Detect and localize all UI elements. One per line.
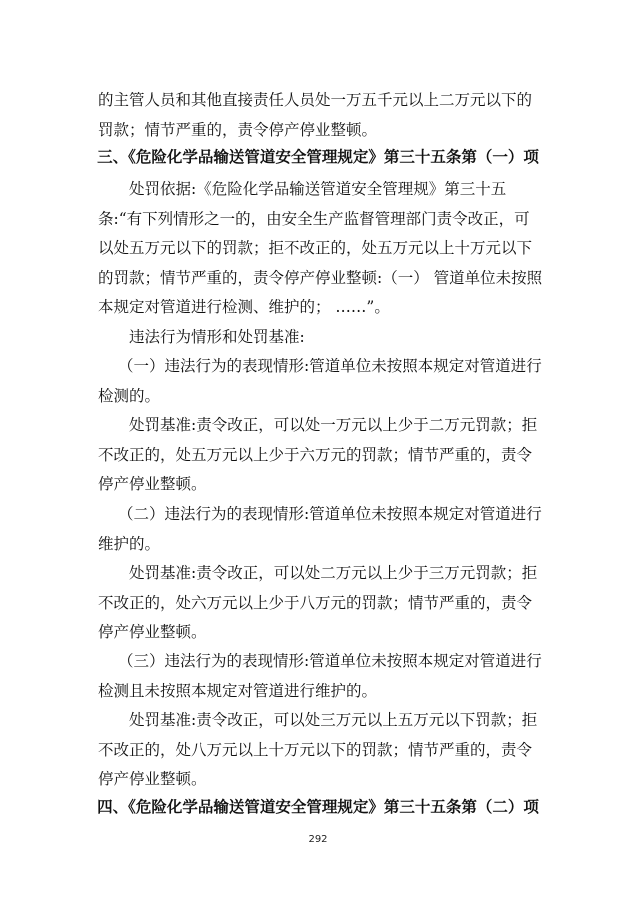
paragraph-standard-1: 处罚基准:责令改正，可以处一万元以上少于二万元罚款；拒不改正的，处五万元以上少于六万元的罚款；情节严重的，责令停产停业整顿。 bbox=[98, 416, 538, 493]
section-heading-3: 三、《危险化学品输送管道安全管理规定》第三十五条第（一）项 bbox=[97, 148, 539, 166]
paragraph-case-2: （二）违法行为的表现情形:管道单位未按照本规定对管道进行维护的。 bbox=[98, 505, 542, 553]
section-heading-4: 四、《危险化学品输送管道安全管理规定》第三十五条第（二）项 bbox=[97, 798, 539, 816]
paragraph-penalty-basis: 处罚依据:《危险化学品输送管道安全管理规》第三十五条:“有下列情形之一的，由安全生产监督管理部门责令改正，可以处五万元以下的罚款；拒不改正的，处五万元以上十万元以下的罚款；情节严重的，责令停产停业整顿:（一） 管道单位未按照本规定对管道进行检测、维护的； ……”。 bbox=[98, 180, 543, 316]
paragraph-violation-header: 违法行为情形和处罚基准: bbox=[129, 328, 305, 346]
paragraph-continuation: 的主管人员和其他直接责任人员处一万五千元以上二万元以下的罚款；情节严重的，责令停产停业整顿。 bbox=[98, 91, 533, 139]
paragraph-standard-2: 处罚基准:责令改正，可以处二万元以上少于三万元罚款；拒不改正的，处六万元以上少于八万元的罚款；情节严重的，责令停产停业整顿。 bbox=[98, 564, 538, 641]
paragraph-case-3: （三）违法行为的表现情形:管道单位未按照本规定对管道进行检测且未按照本规定对管道进行维护的。 bbox=[98, 652, 542, 700]
paragraph-standard-3: 处罚基准:责令改正，可以处三万元以上五万元以下罚款；拒不改正的，处八万元以上十万元以下的罚款；情节严重的，责令停产停业整顿。 bbox=[98, 711, 538, 788]
paragraph-case-1: （一）违法行为的表现情形:管道单位未按照本规定对管道进行检测的。 bbox=[98, 357, 542, 405]
page-number: 292 bbox=[308, 834, 328, 845]
